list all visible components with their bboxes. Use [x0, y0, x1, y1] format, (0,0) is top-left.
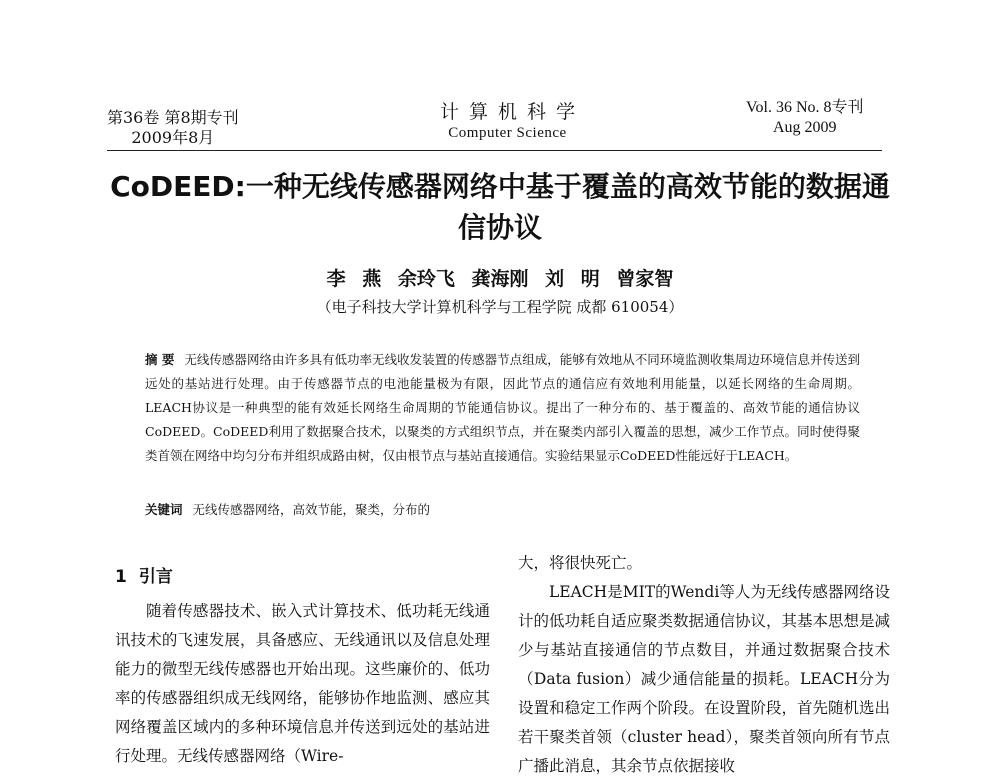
authors: 李 燕 余玲飞 龚海刚 刘 明 曾家智 [326, 268, 674, 290]
publication-date: 2009年8月 [131, 128, 215, 147]
keywords-text: 无线传感器网络，高效节能，聚类，分布的 [192, 502, 431, 517]
paper-title: CoDEED:一种无线传感器网络中基于覆盖的高效节能的数据通信协议 [110, 170, 890, 244]
keywords [145, 500, 860, 518]
continued-text: 大，将很快死亡。 [518, 554, 643, 572]
abstract [145, 348, 860, 468]
journal-volume-info [107, 108, 239, 148]
volume-issue: 第36卷 第8期专刊 [107, 108, 239, 127]
journal-volume-info-en [746, 98, 864, 138]
publication-date-en: Aug 2009 [772, 119, 837, 136]
section-number: 1 [115, 567, 127, 587]
volume-issue-en: Vol. 36 No. 8专刊 [746, 99, 864, 116]
section-title: 引言 [138, 567, 173, 587]
abstract-label: 摘 要 [145, 352, 175, 367]
abstract-text: 无线传感器网络由许多具有低功率无线收发装置的传感器节点组成，能够有效地从不同环境监测收集周边环境信息并传送到远处的基站进行处理。由于传感器节点的电池能量极为有限，因此节点的通信应有效地利用能量，以延长网络的生命周期。LEACH协议是一种典型的能有效延长网络生命周期的节能通信协议。提出了一种分布的、基于覆盖的、高效节能的通信协议CoDEED。CoDEED利用了数据聚合技术，以聚类的方式组织节点，并在聚类内部引入覆盖的思想，减少工作节点。同时使得聚类首领在网络中均匀分布并组织成路由树，仅由根节点与基站直接通信。实验结果显示CoDEED性能远好于LEACH。 [145, 352, 860, 463]
affiliation: （电子科技大学计算机科学与工程学院 成都 610054） [316, 298, 684, 316]
keywords-label: 关键词 [145, 502, 183, 517]
header-rule [107, 150, 882, 151]
leach-paragraph: LEACH是MIT的Wendi等人为无线传感器网络设计的低功耗自适应聚类数据通信协议，其基本思想是减少与基站直接通信的节点数目，并通过数据聚合技术（Data fusion）减少通信能量的损耗。LEACH分为设置和稳定工作两个阶段。在设置阶段，首先随机选出若干聚类首领（cluster head），聚类首领向所有节点广播此消息，其余节点依据接收 [518, 583, 891, 775]
right-column [518, 549, 890, 781]
journal-name-cn: 计算机科学 [439, 101, 585, 123]
journal-name [425, 100, 590, 142]
journal-name-en: Computer Science [448, 125, 567, 141]
left-column [115, 549, 490, 771]
intro-paragraph: 随着传感器技术、嵌入式计算技术、低功耗无线通讯技术的飞速发展，具备感应、无线通讯以及信息处理能力的微型无线传感器也开始出现。这些廉价的、低功率的传感器组织成无线网络，能够协作地监测、感应其网络覆盖区域内的多种环境信息并传送到远处的基站进行处理。无线传感器网络（Wire- [115, 602, 490, 765]
section-heading [115, 563, 490, 592]
